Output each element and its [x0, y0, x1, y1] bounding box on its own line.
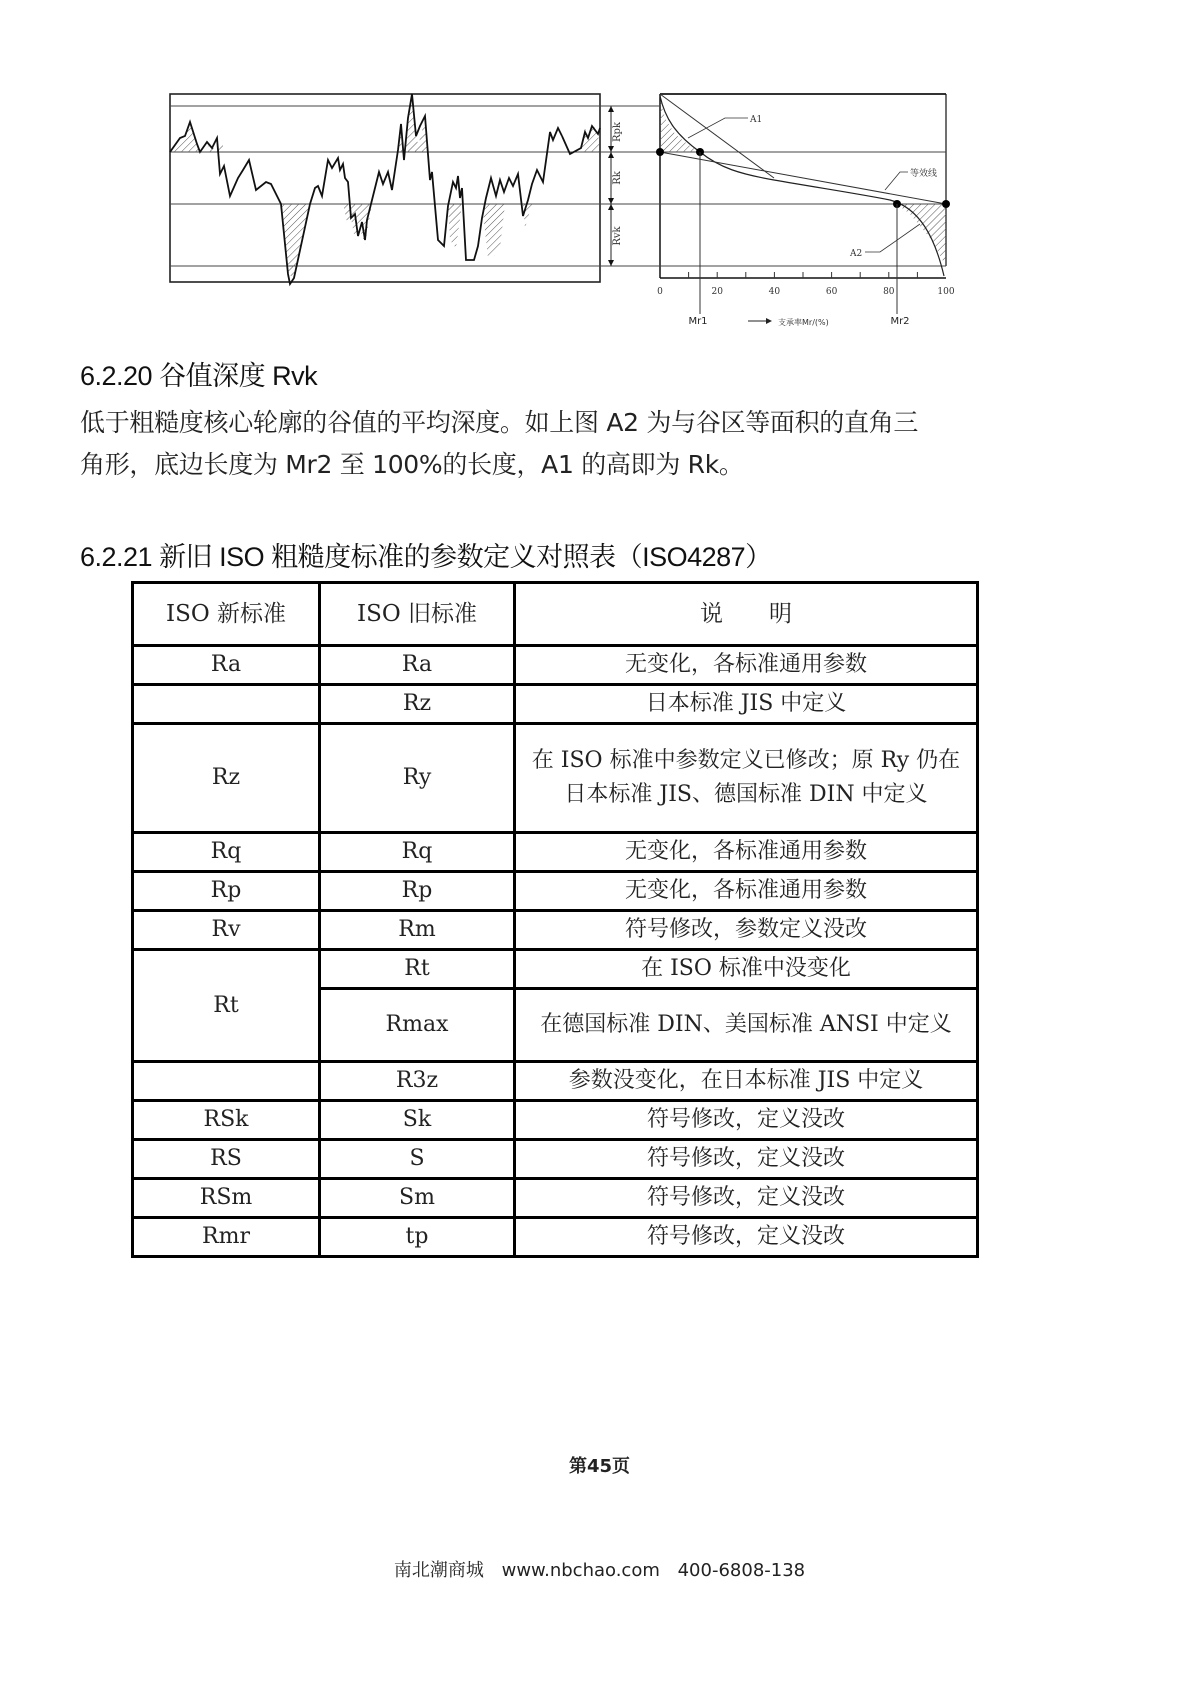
- cell-desc: 在德国标准 DIN、美国标准 ANSI 中定义: [515, 989, 978, 1062]
- cell-old: Rt: [320, 950, 515, 989]
- cell-new: [133, 1062, 320, 1101]
- point-marker: [656, 148, 664, 156]
- header-description: 说 明: [515, 583, 978, 646]
- x-tick-label: 80: [883, 287, 895, 297]
- cell-desc: 在 ISO 标准中没变化: [515, 950, 978, 989]
- rk-label: Rk: [612, 171, 623, 185]
- arrow-icon: [608, 106, 614, 112]
- cell-new: Rv: [133, 911, 320, 950]
- table-row: [133, 1218, 978, 1257]
- cell-new: Rt: [133, 950, 320, 1062]
- valley-hatch: [482, 204, 505, 258]
- cell-old: Rm: [320, 911, 515, 950]
- cell-new: Rq: [133, 833, 320, 872]
- figure-svg: [160, 88, 980, 348]
- section-heading-iso-table: 6.2.21 新旧 ISO 粗糙度标准的参数定义对照表（ISO4287）: [80, 542, 772, 572]
- table-row: [133, 1140, 978, 1179]
- cell-desc: 符号修改，定义没改: [515, 1179, 978, 1218]
- header-new-standard: ISO 新标准: [133, 583, 320, 646]
- arrow-icon: [608, 198, 614, 204]
- cell-desc: 无变化，各标准通用参数: [515, 646, 978, 685]
- x-tick-label: 20: [711, 287, 723, 297]
- cell-new: RSk: [133, 1101, 320, 1140]
- x-tick-label: 0: [657, 287, 663, 297]
- arrow-icon: [608, 260, 614, 266]
- cell-desc: 符号修改，定义没改: [515, 1218, 978, 1257]
- mr2-label: Mr2: [890, 316, 910, 327]
- a2-leader: [865, 224, 920, 252]
- iso-comparison-table: [131, 581, 979, 1258]
- page-number: 第45页: [568, 1456, 631, 1477]
- footer-company: 南北潮商城: [393, 1560, 484, 1581]
- cell-old: Rz: [320, 685, 515, 724]
- cell-desc: 日本标准 JIS 中定义: [515, 685, 978, 724]
- material-ratio-curve: [660, 96, 944, 276]
- profile-panel: [170, 94, 623, 284]
- footer-phone: 400-6808-138: [677, 1560, 806, 1581]
- arrow-icon: [608, 146, 614, 152]
- header-old-standard: ISO 旧标准: [320, 583, 515, 646]
- cell-old: Ra: [320, 646, 515, 685]
- cell-desc: 符号修改，定义没改: [515, 1101, 978, 1140]
- roughness-figure: [160, 88, 980, 348]
- valley-hatch: [448, 204, 462, 248]
- cell-desc: 在 ISO 标准中参数定义已修改；原 Ry 仍在日本标准 JIS、德国标准 DIN 中定义: [515, 724, 978, 833]
- table-row: [133, 724, 978, 833]
- footer: [0, 1556, 1199, 1582]
- rvk-paragraph-line-2: 角形，底边长度为 Mr2 至 100%的长度，A1 的高即为 Rk。: [80, 450, 744, 479]
- cell-new: RSm: [133, 1179, 320, 1218]
- arrow-icon: [608, 152, 614, 158]
- a1-label: A1: [750, 115, 763, 125]
- table-row: [133, 872, 978, 911]
- point-marker: [942, 200, 950, 208]
- cell-new: Rz: [133, 724, 320, 833]
- equivalent-line: [660, 152, 946, 204]
- table-row: [133, 646, 978, 685]
- cell-old: Rmax: [320, 989, 515, 1062]
- x-ticks: [657, 272, 955, 297]
- arrow-icon: [608, 204, 614, 210]
- section-heading-rvk: 6.2.20 谷值深度 Rvk: [80, 361, 318, 391]
- a1-hatch: [660, 98, 700, 152]
- x-tick-label: 60: [825, 287, 838, 297]
- cell-desc: 无变化，各标准通用参数: [515, 872, 978, 911]
- cell-old: Rq: [320, 833, 515, 872]
- table-row: [133, 950, 978, 989]
- arrow-right-icon: [766, 318, 772, 324]
- cell-desc: 参数没变化，在日本标准 JIS 中定义: [515, 1062, 978, 1101]
- cell-desc: 符号修改，参数定义没改: [515, 911, 978, 950]
- cell-old: Sk: [320, 1101, 515, 1140]
- cell-new: [133, 685, 320, 724]
- cell-old: S: [320, 1140, 515, 1179]
- cell-desc: 符号修改，定义没改: [515, 1140, 978, 1179]
- cell-old: R3z: [320, 1062, 515, 1101]
- equiv-line-label: 等效线: [910, 169, 938, 179]
- x-tick-label: 100: [937, 287, 955, 297]
- cell-old: Rp: [320, 872, 515, 911]
- cell-new: Rp: [133, 872, 320, 911]
- rvk-paragraph-line-1: 低于粗糙度核心轮廓的谷值的平均深度。如上图 A2 为与谷区等面积的直角三: [80, 408, 919, 437]
- cell-old: Ry: [320, 724, 515, 833]
- rvk-label: Rvk: [612, 226, 623, 246]
- cell-desc: 无变化，各标准通用参数: [515, 833, 978, 872]
- equiv-line-leader: [885, 172, 908, 190]
- valley-hatch: [523, 204, 532, 228]
- table-row: [133, 911, 978, 950]
- mr1-label: Mr1: [688, 316, 708, 327]
- table-row: [133, 1062, 978, 1101]
- table-header-row: [133, 583, 978, 646]
- a2-label: A2: [850, 249, 863, 259]
- x-axis-label: 支承率Mr/(%): [778, 318, 829, 327]
- cell-new: Ra: [133, 646, 320, 685]
- table-row: [133, 833, 978, 872]
- table-row: [133, 685, 978, 724]
- table-row: [133, 1179, 978, 1218]
- abbott-curve-panel: [620, 94, 955, 327]
- cell-old: tp: [320, 1218, 515, 1257]
- cell-old: Sm: [320, 1179, 515, 1218]
- footer-website[interactable]: www.nbchao.com: [501, 1560, 660, 1581]
- x-tick-label: 40: [768, 287, 781, 297]
- rpk-label: Rpk: [612, 122, 623, 142]
- valley-hatch: [343, 204, 372, 244]
- table-row: [133, 1101, 978, 1140]
- profile-line: [170, 94, 562, 284]
- cell-new: Rmr: [133, 1218, 320, 1257]
- cell-new: RS: [133, 1140, 320, 1179]
